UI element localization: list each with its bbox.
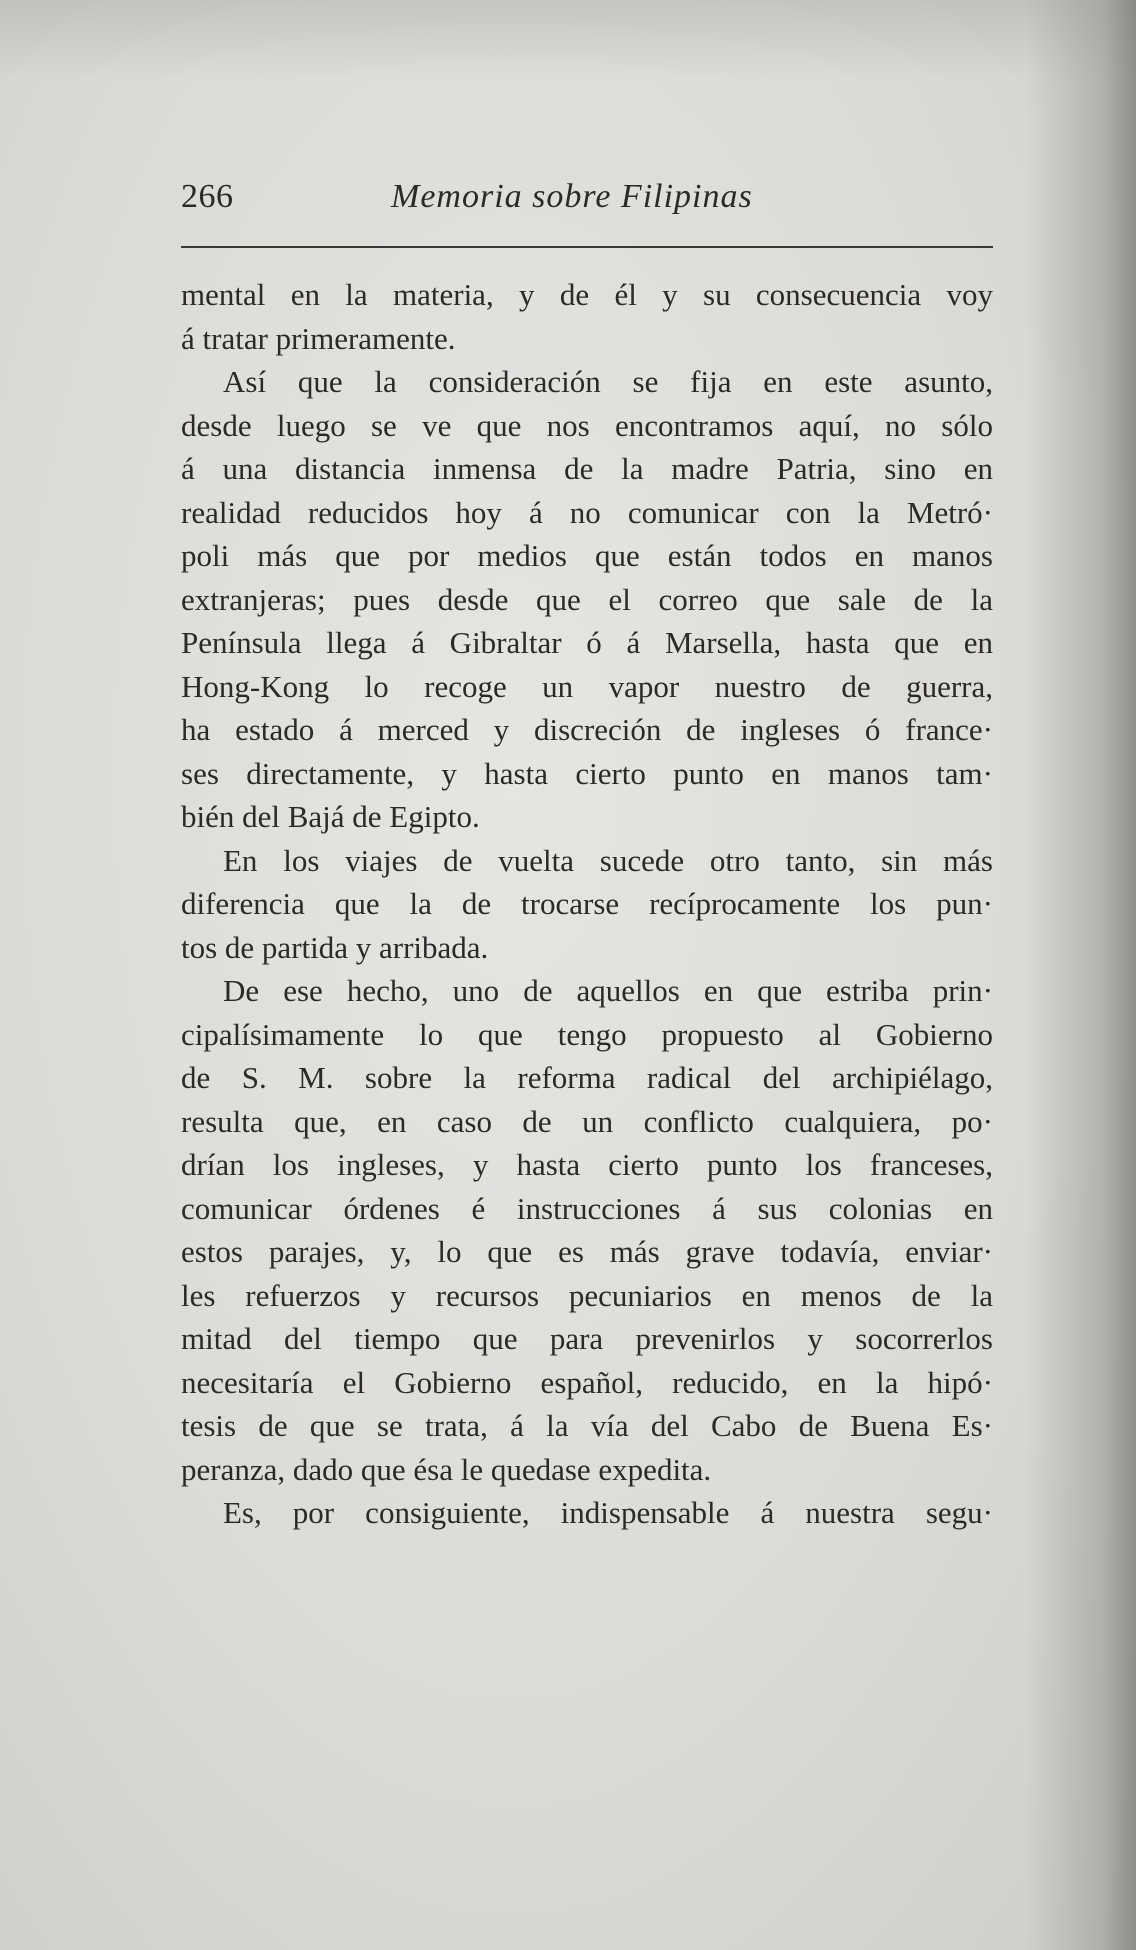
- body-text: [181, 273, 993, 1535]
- text-line: ses directamente, y hasta cierto punto en manos tam·: [181, 755, 993, 791]
- text-line: Así que la consideración se fija en este asunto,: [223, 364, 993, 399]
- text-line: peranza, dado que ésa le quedase expedita.: [181, 1451, 712, 1487]
- text-line: Es, por consiguiente, indispensable á nuestra segu·: [223, 1495, 993, 1530]
- text-line: mitad del tiempo que para prevenirlos y socorrerlos: [181, 1321, 993, 1356]
- text-line: tesis de que se trata, á la vía del Cabo de Buena Es·: [181, 1408, 993, 1443]
- text-line: comunicar órdenes é instrucciones á sus colonias en: [181, 1190, 993, 1226]
- text-line: mental en la materia, y de él y su consecuencia voy: [181, 277, 993, 312]
- text-line: desde luego se ve que nos encontramos aquí, no sólo: [181, 407, 993, 443]
- text-line: resulta que, en caso de un conflicto cualquiera, po·: [181, 1103, 993, 1139]
- text-line: Península llega á Gibraltar ó á Marsella, hasta que en: [181, 625, 993, 660]
- text-line: necesitaría el Gobierno español, reducido, en la hipó·: [181, 1364, 993, 1400]
- text-line: realidad reducidos hoy á no comunicar con la Metró·: [181, 494, 993, 530]
- text-line: diferencia que la de trocarse recíprocamente los pun·: [181, 886, 993, 921]
- text-line: De ese hecho, uno de aquellos en que estriba prin·: [223, 973, 993, 1008]
- text-line: ha estado á merced y discreción de ingleses ó france·: [181, 712, 993, 747]
- page-gutter-shading: [1026, 0, 1136, 1950]
- page-top-shading: [0, 0, 1136, 80]
- running-title: Memoria sobre Filipinas: [391, 178, 753, 215]
- text-line: á una distancia inmensa de la madre Patria, sino en: [181, 451, 993, 486]
- text-line: bién del Bajá de Egipto.: [181, 799, 480, 834]
- text-line: Hong-Kong lo recoge un vapor nuestro de guerra,: [181, 668, 993, 704]
- text-line: cipalísimamente lo que tengo propuesto al Gobierno: [181, 1016, 993, 1052]
- header-rule: [181, 246, 993, 248]
- text-line: á tratar primeramente.: [181, 320, 456, 356]
- page-header: [181, 178, 993, 228]
- page-number: 266: [181, 178, 234, 215]
- text-line: estos parajes, y, lo que es más grave todavía, enviar·: [181, 1234, 993, 1269]
- text-line: drían los ingleses, y hasta cierto punto los franceses,: [181, 1147, 993, 1182]
- text-line: poli más que por medios que están todos en manos: [181, 538, 993, 573]
- text-line: les refuerzos y recursos pecuniarios en menos de la: [181, 1277, 993, 1313]
- text-line: tos de partida y arribada.: [181, 929, 489, 965]
- text-line: de S. M. sobre la reforma radical del archipiélago,: [181, 1060, 993, 1095]
- text-line: extranjeras; pues desde que el correo que sale de la: [181, 581, 993, 617]
- text-line: En los viajes de vuelta sucede otro tanto, sin más: [223, 842, 993, 878]
